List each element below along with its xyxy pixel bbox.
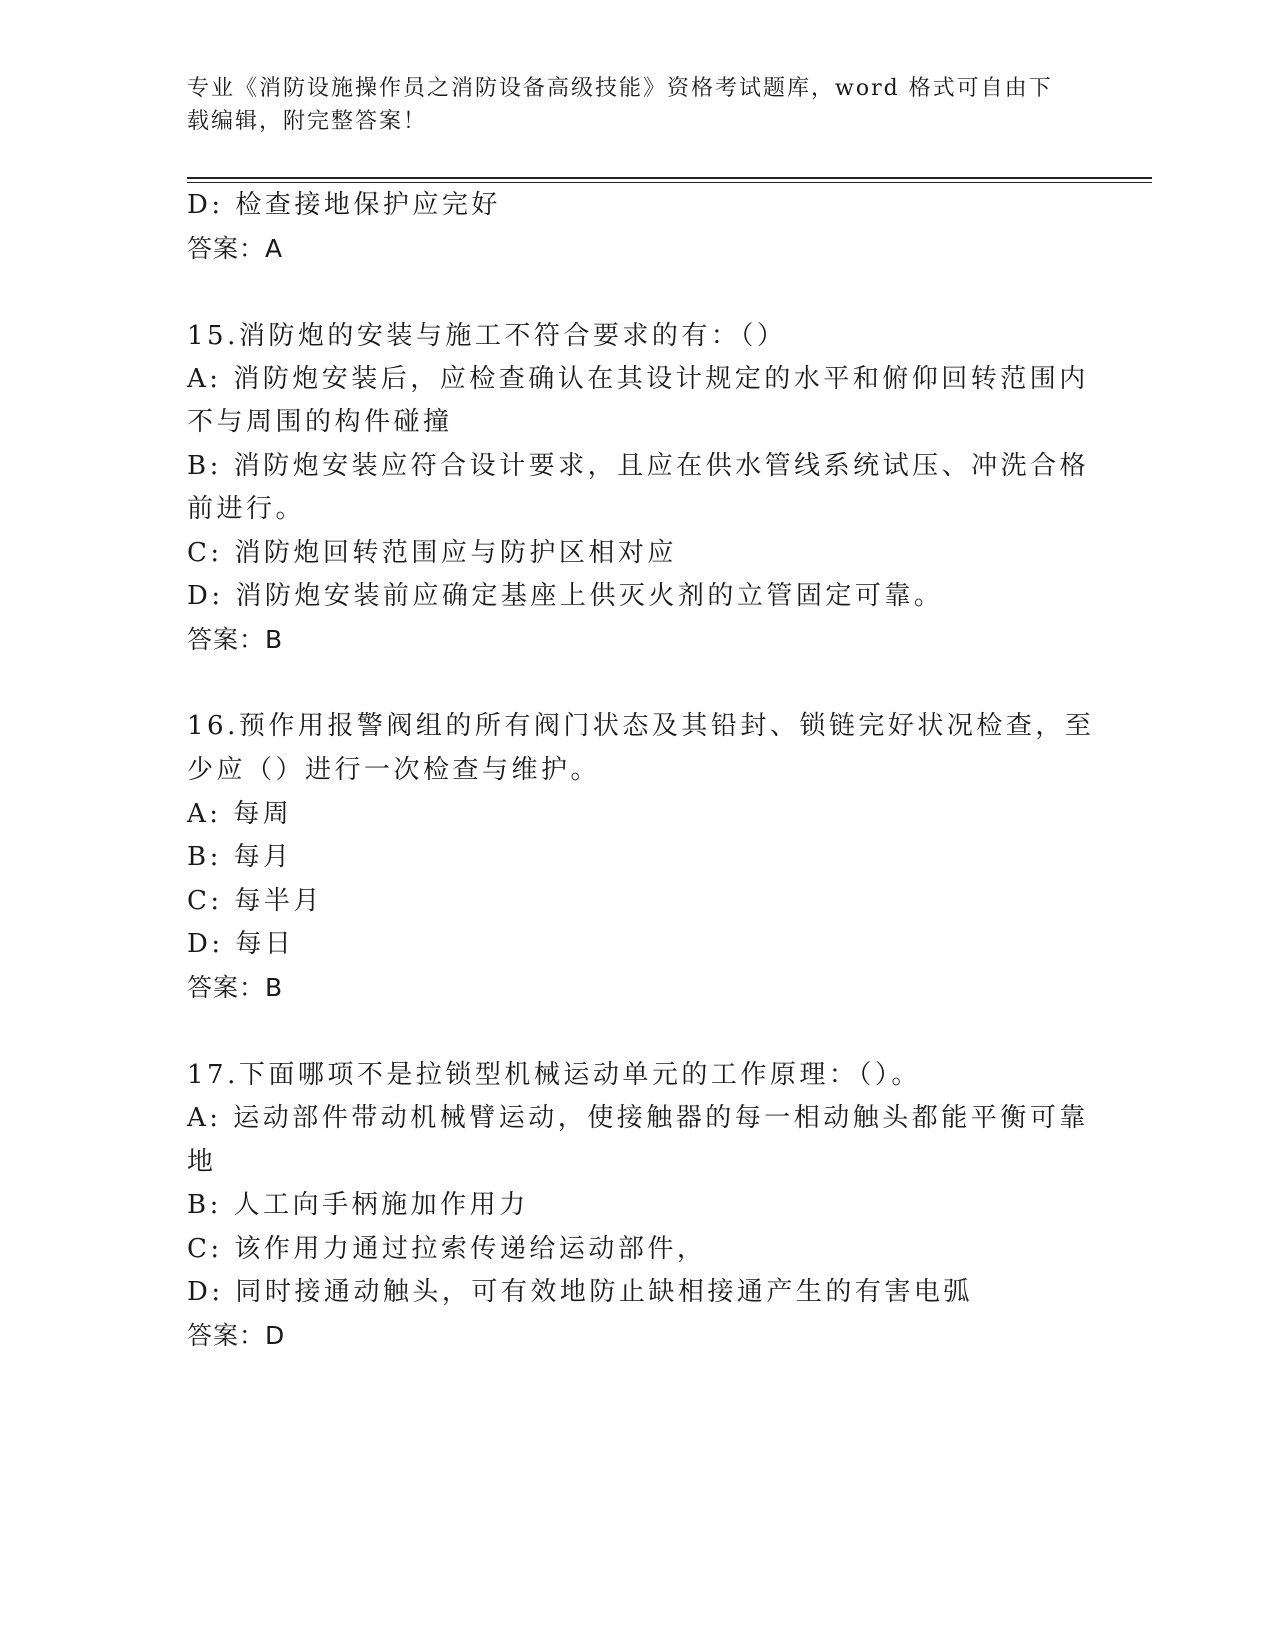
q15-stem: 15.消防炮的安装与施工不符合要求的有：（） bbox=[187, 321, 787, 351]
q15-option-b-line-1: B: 消防炮安装应符合设计要求，且应在供水管线系统试压、冲洗合格 bbox=[187, 451, 1090, 481]
header-line-1: 专业《消防设施操作员之消防设备高级技能》资格考试题库，word 格式可自由下 bbox=[187, 76, 1053, 101]
q16-option-c: C: 每半月 bbox=[187, 886, 323, 916]
q15-option-a-line-2: 不与周围的构件碰撞 bbox=[187, 407, 453, 437]
q15-answer: 答案：B bbox=[187, 625, 284, 654]
q17-stem: 17.下面哪项不是拉锁型机械运动单元的工作原理：（）。 bbox=[187, 1060, 921, 1090]
q17-option-b: B: 人工向手柄施加作用力 bbox=[187, 1190, 529, 1220]
q16-stem-line-1: 16.预作用报警阀组的所有阀门状态及其铅封、锁链完好状况检查，至 bbox=[187, 711, 1095, 741]
page-header bbox=[187, 72, 1067, 138]
header-rule-thin bbox=[187, 182, 1152, 183]
q17-option-c: C: 该作用力通过拉索传递给运动部件， bbox=[187, 1234, 707, 1264]
header-line-2: 载编辑，附完整答案！ bbox=[187, 109, 428, 134]
prev-option-d: D: 检查接地保护应完好 bbox=[187, 190, 501, 220]
q16-option-a: A: 每周 bbox=[187, 799, 293, 829]
q17-option-a-line-2: 地 bbox=[187, 1147, 217, 1177]
q16-answer: 答案：B bbox=[187, 973, 284, 1002]
q17-option-a-line-1: A: 运动部件带动机械臂运动，使接触器的每一相动触头都能平衡可靠 bbox=[187, 1103, 1089, 1133]
q16-option-d: D: 每日 bbox=[187, 929, 295, 959]
prev-answer: 答案：A bbox=[187, 234, 284, 263]
q17-option-d: D: 同时接通动触头，可有效地防止缺相接通产生的有害电弧 bbox=[187, 1277, 973, 1307]
q17-answer: 答案：D bbox=[187, 1321, 286, 1350]
q15-option-c: C: 消防炮回转范围应与防护区相对应 bbox=[187, 538, 677, 568]
q15-option-a-line-1: A: 消防炮安装后，应检查确认在其设计规定的水平和俯仰回转范围内 bbox=[187, 364, 1089, 394]
q16-stem-line-2: 少应（）进行一次检查与维护。 bbox=[187, 755, 601, 785]
q15-option-d: D: 消防炮安装前应确定基座上供灭火剂的立管固定可靠。 bbox=[187, 581, 944, 611]
header-rule-thick bbox=[187, 177, 1152, 179]
q15-option-b-line-2: 前进行。 bbox=[187, 494, 306, 524]
q16-option-b: B: 每月 bbox=[187, 842, 293, 872]
